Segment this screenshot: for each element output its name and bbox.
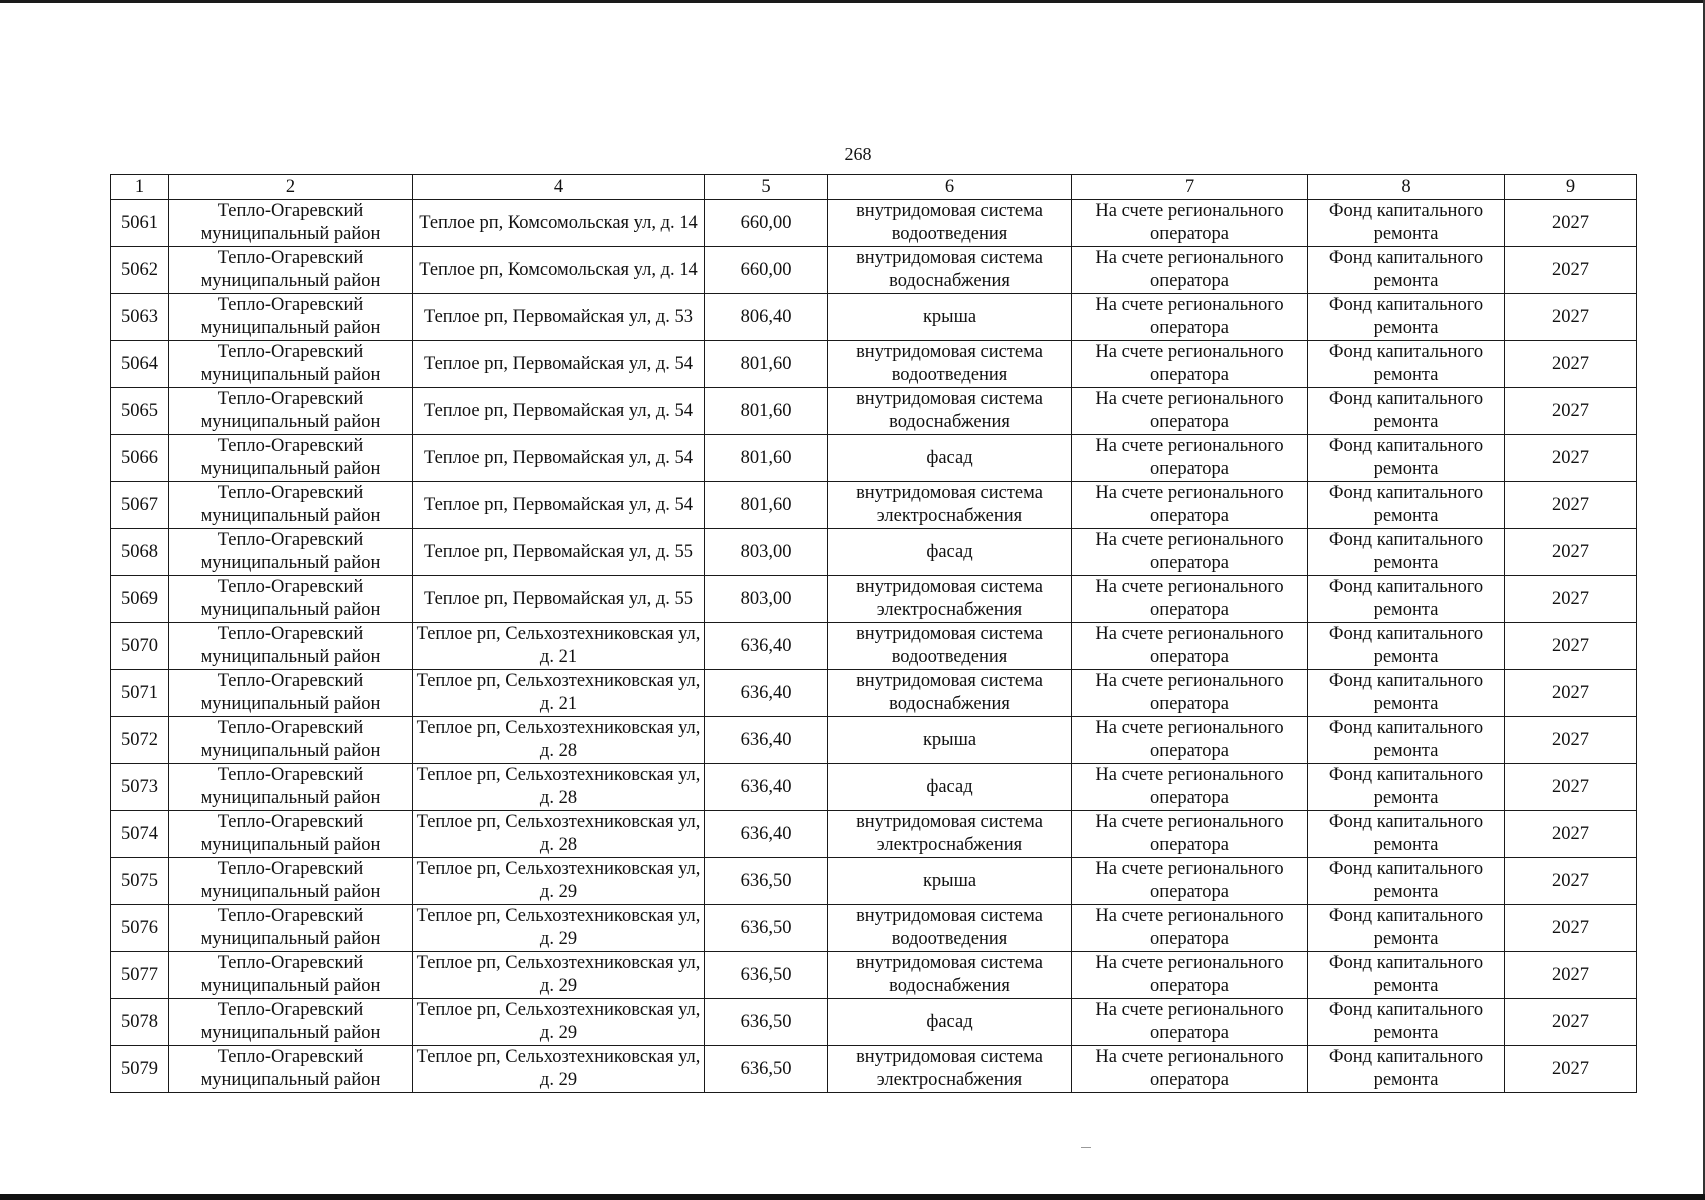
- year-cell: 2027: [1505, 529, 1637, 576]
- scan-speck: [1081, 1147, 1091, 1148]
- header-cell: 4: [413, 175, 705, 200]
- address-cell: Теплое рп, Первомайская ул, д. 55: [413, 576, 705, 623]
- work-type-cell: внутридомовая система водоснабжения: [828, 388, 1072, 435]
- address-cell: Теплое рп, Сельхозтехниковская ул, д. 28: [413, 811, 705, 858]
- header-cell: 8: [1308, 175, 1505, 200]
- fund-cell: Фонд капитального ремонта: [1308, 999, 1505, 1046]
- fund-cell: Фонд капитального ремонта: [1308, 341, 1505, 388]
- district-cell: Тепло-Огаревский муниципальный район: [169, 341, 413, 388]
- year-cell: 2027: [1505, 247, 1637, 294]
- value-cell: 636,50: [705, 905, 828, 952]
- work-type-cell: внутридомовая система водоотведения: [828, 905, 1072, 952]
- value-cell: 636,50: [705, 858, 828, 905]
- address-cell: Теплое рп, Сельхозтехниковская ул, д. 29: [413, 1046, 705, 1093]
- table-row: [111, 247, 1637, 294]
- district-cell: Тепло-Огаревский муниципальный район: [169, 764, 413, 811]
- account-cell: На счете регионального оператора: [1072, 529, 1308, 576]
- fund-cell: Фонд капитального ремонта: [1308, 905, 1505, 952]
- district-cell: Тепло-Огаревский муниципальный район: [169, 200, 413, 247]
- year-cell: 2027: [1505, 576, 1637, 623]
- value-cell: 803,00: [705, 529, 828, 576]
- value-cell: 636,40: [705, 811, 828, 858]
- district-cell: Тепло-Огаревский муниципальный район: [169, 811, 413, 858]
- year-cell: 2027: [1505, 294, 1637, 341]
- fund-cell: Фонд капитального ремонта: [1308, 764, 1505, 811]
- table-row: [111, 905, 1637, 952]
- table-row: [111, 341, 1637, 388]
- account-cell: На счете регионального оператора: [1072, 670, 1308, 717]
- fund-cell: Фонд капитального ремонта: [1308, 1046, 1505, 1093]
- year-cell: 2027: [1505, 717, 1637, 764]
- account-cell: На счете регионального оператора: [1072, 858, 1308, 905]
- year-cell: 2027: [1505, 482, 1637, 529]
- table-row: [111, 858, 1637, 905]
- row-number-cell: 5076: [111, 905, 169, 952]
- account-cell: На счете регионального оператора: [1072, 435, 1308, 482]
- year-cell: 2027: [1505, 1046, 1637, 1093]
- value-cell: 801,60: [705, 341, 828, 388]
- address-cell: Теплое рп, Сельхозтехниковская ул, д. 29: [413, 999, 705, 1046]
- table-row: [111, 1046, 1637, 1093]
- address-cell: Теплое рп, Комсомольская ул, д. 14: [413, 247, 705, 294]
- year-cell: 2027: [1505, 764, 1637, 811]
- work-type-cell: фасад: [828, 529, 1072, 576]
- work-type-cell: внутридомовая система электроснабжения: [828, 811, 1072, 858]
- address-cell: Теплое рп, Сельхозтехниковская ул, д. 21: [413, 670, 705, 717]
- address-cell: Теплое рп, Сельхозтехниковская ул, д. 29: [413, 905, 705, 952]
- value-cell: 636,50: [705, 952, 828, 999]
- table-row: [111, 811, 1637, 858]
- header-cell: 7: [1072, 175, 1308, 200]
- year-cell: 2027: [1505, 670, 1637, 717]
- year-cell: 2027: [1505, 811, 1637, 858]
- row-number-cell: 5074: [111, 811, 169, 858]
- work-type-cell: внутридомовая система электроснабжения: [828, 576, 1072, 623]
- table-row: [111, 294, 1637, 341]
- account-cell: На счете регионального оператора: [1072, 341, 1308, 388]
- row-number-cell: 5066: [111, 435, 169, 482]
- address-cell: Теплое рп, Сельхозтехниковская ул, д. 29: [413, 858, 705, 905]
- value-cell: 636,50: [705, 1046, 828, 1093]
- row-number-cell: 5079: [111, 1046, 169, 1093]
- work-type-cell: фасад: [828, 435, 1072, 482]
- table-row: [111, 482, 1637, 529]
- year-cell: 2027: [1505, 952, 1637, 999]
- fund-cell: Фонд капитального ремонта: [1308, 482, 1505, 529]
- account-cell: На счете регионального оператора: [1072, 952, 1308, 999]
- row-number-cell: 5061: [111, 200, 169, 247]
- account-cell: На счете регионального оператора: [1072, 247, 1308, 294]
- year-cell: 2027: [1505, 623, 1637, 670]
- value-cell: 636,40: [705, 717, 828, 764]
- header-cell: 2: [169, 175, 413, 200]
- work-type-cell: внутридомовая система водоснабжения: [828, 247, 1072, 294]
- fund-cell: Фонд капитального ремонта: [1308, 811, 1505, 858]
- address-cell: Теплое рп, Первомайская ул, д. 54: [413, 482, 705, 529]
- value-cell: 660,00: [705, 200, 828, 247]
- work-type-cell: фасад: [828, 764, 1072, 811]
- table-row: [111, 764, 1637, 811]
- address-cell: Теплое рп, Комсомольская ул, д. 14: [413, 200, 705, 247]
- account-cell: На счете регионального оператора: [1072, 717, 1308, 764]
- year-cell: 2027: [1505, 388, 1637, 435]
- table-row: [111, 999, 1637, 1046]
- district-cell: Тепло-Огаревский муниципальный район: [169, 858, 413, 905]
- work-type-cell: внутридомовая система электроснабжения: [828, 1046, 1072, 1093]
- repair-schedule-table: [110, 174, 1637, 1093]
- district-cell: Тепло-Огаревский муниципальный район: [169, 623, 413, 670]
- work-type-cell: внутридомовая система водоотведения: [828, 623, 1072, 670]
- work-type-cell: внутридомовая система электроснабжения: [828, 482, 1072, 529]
- account-cell: На счете регионального оператора: [1072, 999, 1308, 1046]
- work-type-cell: крыша: [828, 294, 1072, 341]
- account-cell: На счете регионального оператора: [1072, 388, 1308, 435]
- header-cell: 1: [111, 175, 169, 200]
- value-cell: 636,40: [705, 623, 828, 670]
- year-cell: 2027: [1505, 858, 1637, 905]
- value-cell: 636,50: [705, 999, 828, 1046]
- table-row: [111, 952, 1637, 999]
- row-number-cell: 5078: [111, 999, 169, 1046]
- year-cell: 2027: [1505, 905, 1637, 952]
- page-number: 268: [844, 144, 872, 164]
- fund-cell: Фонд капитального ремонта: [1308, 952, 1505, 999]
- work-type-cell: внутридомовая система водоотведения: [828, 200, 1072, 247]
- account-cell: На счете регионального оператора: [1072, 482, 1308, 529]
- account-cell: На счете регионального оператора: [1072, 623, 1308, 670]
- address-cell: Теплое рп, Сельхозтехниковская ул, д. 29: [413, 952, 705, 999]
- value-cell: 801,60: [705, 388, 828, 435]
- district-cell: Тепло-Огаревский муниципальный район: [169, 905, 413, 952]
- row-number-cell: 5072: [111, 717, 169, 764]
- row-number-cell: 5077: [111, 952, 169, 999]
- address-cell: Теплое рп, Первомайская ул, д. 54: [413, 435, 705, 482]
- account-cell: На счете регионального оператора: [1072, 1046, 1308, 1093]
- table-row: [111, 623, 1637, 670]
- district-cell: Тепло-Огаревский муниципальный район: [169, 999, 413, 1046]
- fund-cell: Фонд капитального ремонта: [1308, 623, 1505, 670]
- row-number-cell: 5065: [111, 388, 169, 435]
- table-row: [111, 576, 1637, 623]
- work-type-cell: крыша: [828, 858, 1072, 905]
- account-cell: На счете регионального оператора: [1072, 576, 1308, 623]
- row-number-cell: 5075: [111, 858, 169, 905]
- value-cell: 801,60: [705, 435, 828, 482]
- row-number-cell: 5071: [111, 670, 169, 717]
- fund-cell: Фонд капитального ремонта: [1308, 247, 1505, 294]
- header-cell: 5: [705, 175, 828, 200]
- district-cell: Тепло-Огаревский муниципальный район: [169, 247, 413, 294]
- row-number-cell: 5067: [111, 482, 169, 529]
- row-number-cell: 5073: [111, 764, 169, 811]
- value-cell: 636,40: [705, 764, 828, 811]
- district-cell: Тепло-Огаревский муниципальный район: [169, 576, 413, 623]
- value-cell: 803,00: [705, 576, 828, 623]
- address-cell: Теплое рп, Первомайская ул, д. 53: [413, 294, 705, 341]
- row-number-cell: 5063: [111, 294, 169, 341]
- value-cell: 660,00: [705, 247, 828, 294]
- account-cell: На счете регионального оператора: [1072, 905, 1308, 952]
- district-cell: Тепло-Огаревский муниципальный район: [169, 294, 413, 341]
- address-cell: Теплое рп, Первомайская ул, д. 54: [413, 388, 705, 435]
- row-number-cell: 5070: [111, 623, 169, 670]
- address-cell: Теплое рп, Сельхозтехниковская ул, д. 28: [413, 764, 705, 811]
- header-cell: 6: [828, 175, 1072, 200]
- fund-cell: Фонд капитального ремонта: [1308, 576, 1505, 623]
- district-cell: Тепло-Огаревский муниципальный район: [169, 529, 413, 576]
- scan-edge-bottom: [0, 1194, 1705, 1200]
- row-number-cell: 5069: [111, 576, 169, 623]
- fund-cell: Фонд капитального ремонта: [1308, 435, 1505, 482]
- account-cell: На счете регионального оператора: [1072, 811, 1308, 858]
- value-cell: 636,40: [705, 670, 828, 717]
- fund-cell: Фонд капитального ремонта: [1308, 670, 1505, 717]
- fund-cell: Фонд капитального ремонта: [1308, 200, 1505, 247]
- row-number-cell: 5062: [111, 247, 169, 294]
- district-cell: Тепло-Огаревский муниципальный район: [169, 1046, 413, 1093]
- work-type-cell: внутридомовая система водоотведения: [828, 341, 1072, 388]
- address-cell: Теплое рп, Первомайская ул, д. 55: [413, 529, 705, 576]
- table-row: [111, 435, 1637, 482]
- year-cell: 2027: [1505, 999, 1637, 1046]
- work-type-cell: внутридомовая система водоснабжения: [828, 670, 1072, 717]
- table-row: [111, 717, 1637, 764]
- value-cell: 806,40: [705, 294, 828, 341]
- district-cell: Тепло-Огаревский муниципальный район: [169, 952, 413, 999]
- address-cell: Теплое рп, Сельхозтехниковская ул, д. 21: [413, 623, 705, 670]
- work-type-cell: фасад: [828, 999, 1072, 1046]
- fund-cell: Фонд капитального ремонта: [1308, 858, 1505, 905]
- fund-cell: Фонд капитального ремонта: [1308, 717, 1505, 764]
- row-number-cell: 5064: [111, 341, 169, 388]
- district-cell: Тепло-Огаревский муниципальный район: [169, 670, 413, 717]
- district-cell: Тепло-Огаревский муниципальный район: [169, 482, 413, 529]
- fund-cell: Фонд капитального ремонта: [1308, 529, 1505, 576]
- account-cell: На счете регионального оператора: [1072, 764, 1308, 811]
- value-cell: 801,60: [705, 482, 828, 529]
- year-cell: 2027: [1505, 341, 1637, 388]
- table-row: [111, 670, 1637, 717]
- account-cell: На счете регионального оператора: [1072, 294, 1308, 341]
- table-row: [111, 200, 1637, 247]
- table-row: [111, 529, 1637, 576]
- district-cell: Тепло-Огаревский муниципальный район: [169, 435, 413, 482]
- table-row: [111, 388, 1637, 435]
- work-type-cell: крыша: [828, 717, 1072, 764]
- district-cell: Тепло-Огаревский муниципальный район: [169, 388, 413, 435]
- scan-edge-top: [0, 0, 1705, 3]
- work-type-cell: внутридомовая система водоснабжения: [828, 952, 1072, 999]
- account-cell: На счете регионального оператора: [1072, 200, 1308, 247]
- header-cell: 9: [1505, 175, 1637, 200]
- column-number-row: [111, 175, 1637, 200]
- address-cell: Теплое рп, Первомайская ул, д. 54: [413, 341, 705, 388]
- district-cell: Тепло-Огаревский муниципальный район: [169, 717, 413, 764]
- fund-cell: Фонд капитального ремонта: [1308, 388, 1505, 435]
- row-number-cell: 5068: [111, 529, 169, 576]
- address-cell: Теплое рп, Сельхозтехниковская ул, д. 28: [413, 717, 705, 764]
- year-cell: 2027: [1505, 435, 1637, 482]
- year-cell: 2027: [1505, 200, 1637, 247]
- fund-cell: Фонд капитального ремонта: [1308, 294, 1505, 341]
